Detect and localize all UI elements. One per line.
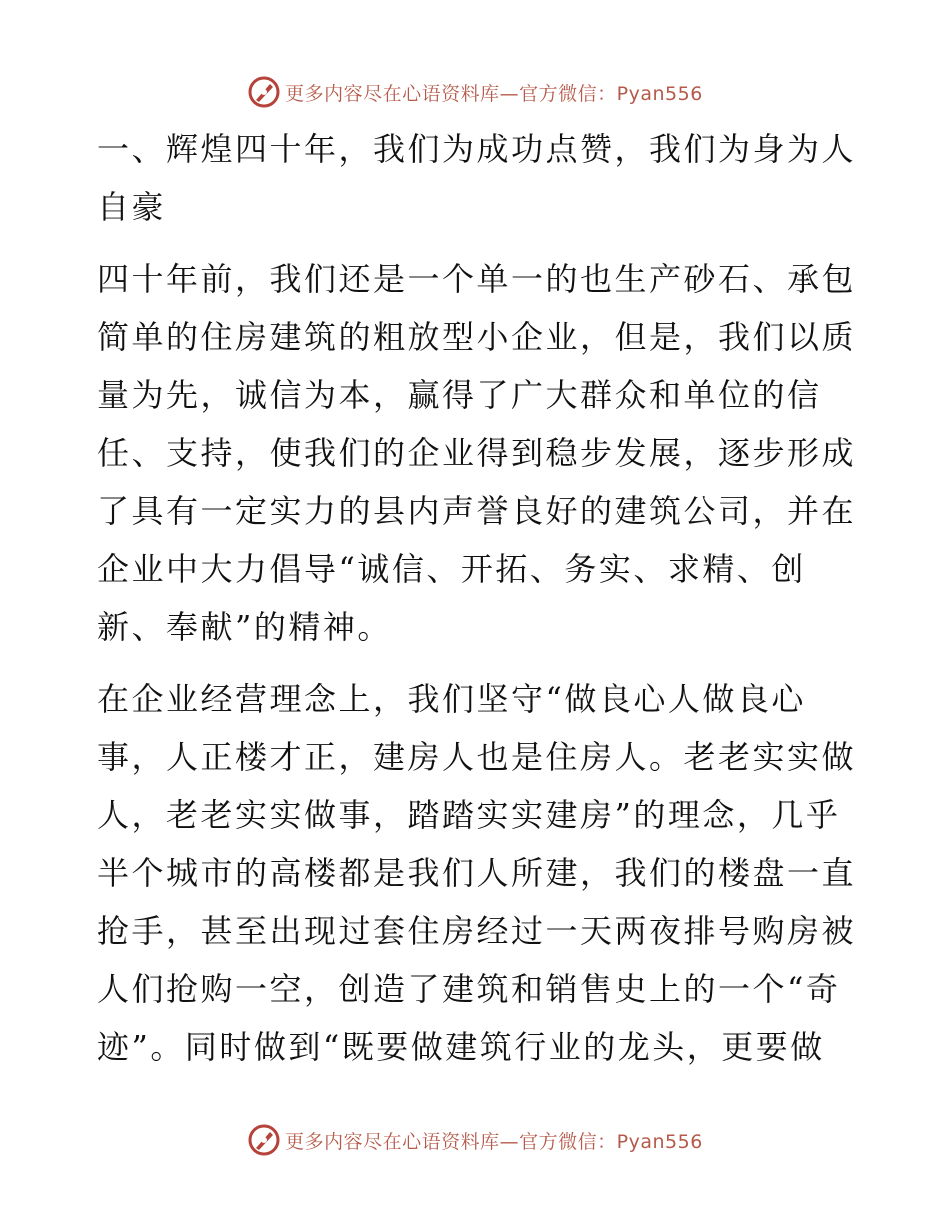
banner-text: 更多内容尽在心语资料库—官方微信：Pyan556 — [285, 82, 703, 105]
pen-logo-icon — [247, 75, 281, 109]
header-banner — [0, 72, 950, 112]
section-heading: 一、辉煌四十年，我们为成功点赞，我们为身为人自豪 — [97, 130, 857, 226]
document-body — [97, 120, 857, 1090]
banner-text: 更多内容尽在心语资料库—官方微信：Pyan556 — [285, 1130, 703, 1153]
paragraph: 四十年前，我们还是一个单一的也生产砂石、承包简单的住房建筑的粗放型小企业，但是，我们以质量为先，诚信为本，赢得了广大群众和单位的信任、支持，使我们的企业得到稳步发展，逐步形成了具有一定实力的县内声誉良好的建筑公司，并在企业中大力倡导“诚信、开拓、务实、求精、创新、奉献”的精神。 — [97, 260, 857, 646]
paragraph: 在企业经营理念上，我们坚守“做良心人做良心事，人正楼才正，建房人也是住房人。老老实实做人，老老实实做事，踏踏实实建房”的理念，几乎半个城市的高楼都是我们人所建，我们的楼盘一直抢手，甚至出现过套住房经过一天两夜排号购房被人们抢购一空，创造了建筑和销售史上的一个“奇迹”。同时做到“既要做建筑行业的龙头，更要做 — [97, 680, 857, 1066]
pen-logo-icon — [247, 1123, 281, 1157]
footer-banner — [0, 1120, 950, 1160]
